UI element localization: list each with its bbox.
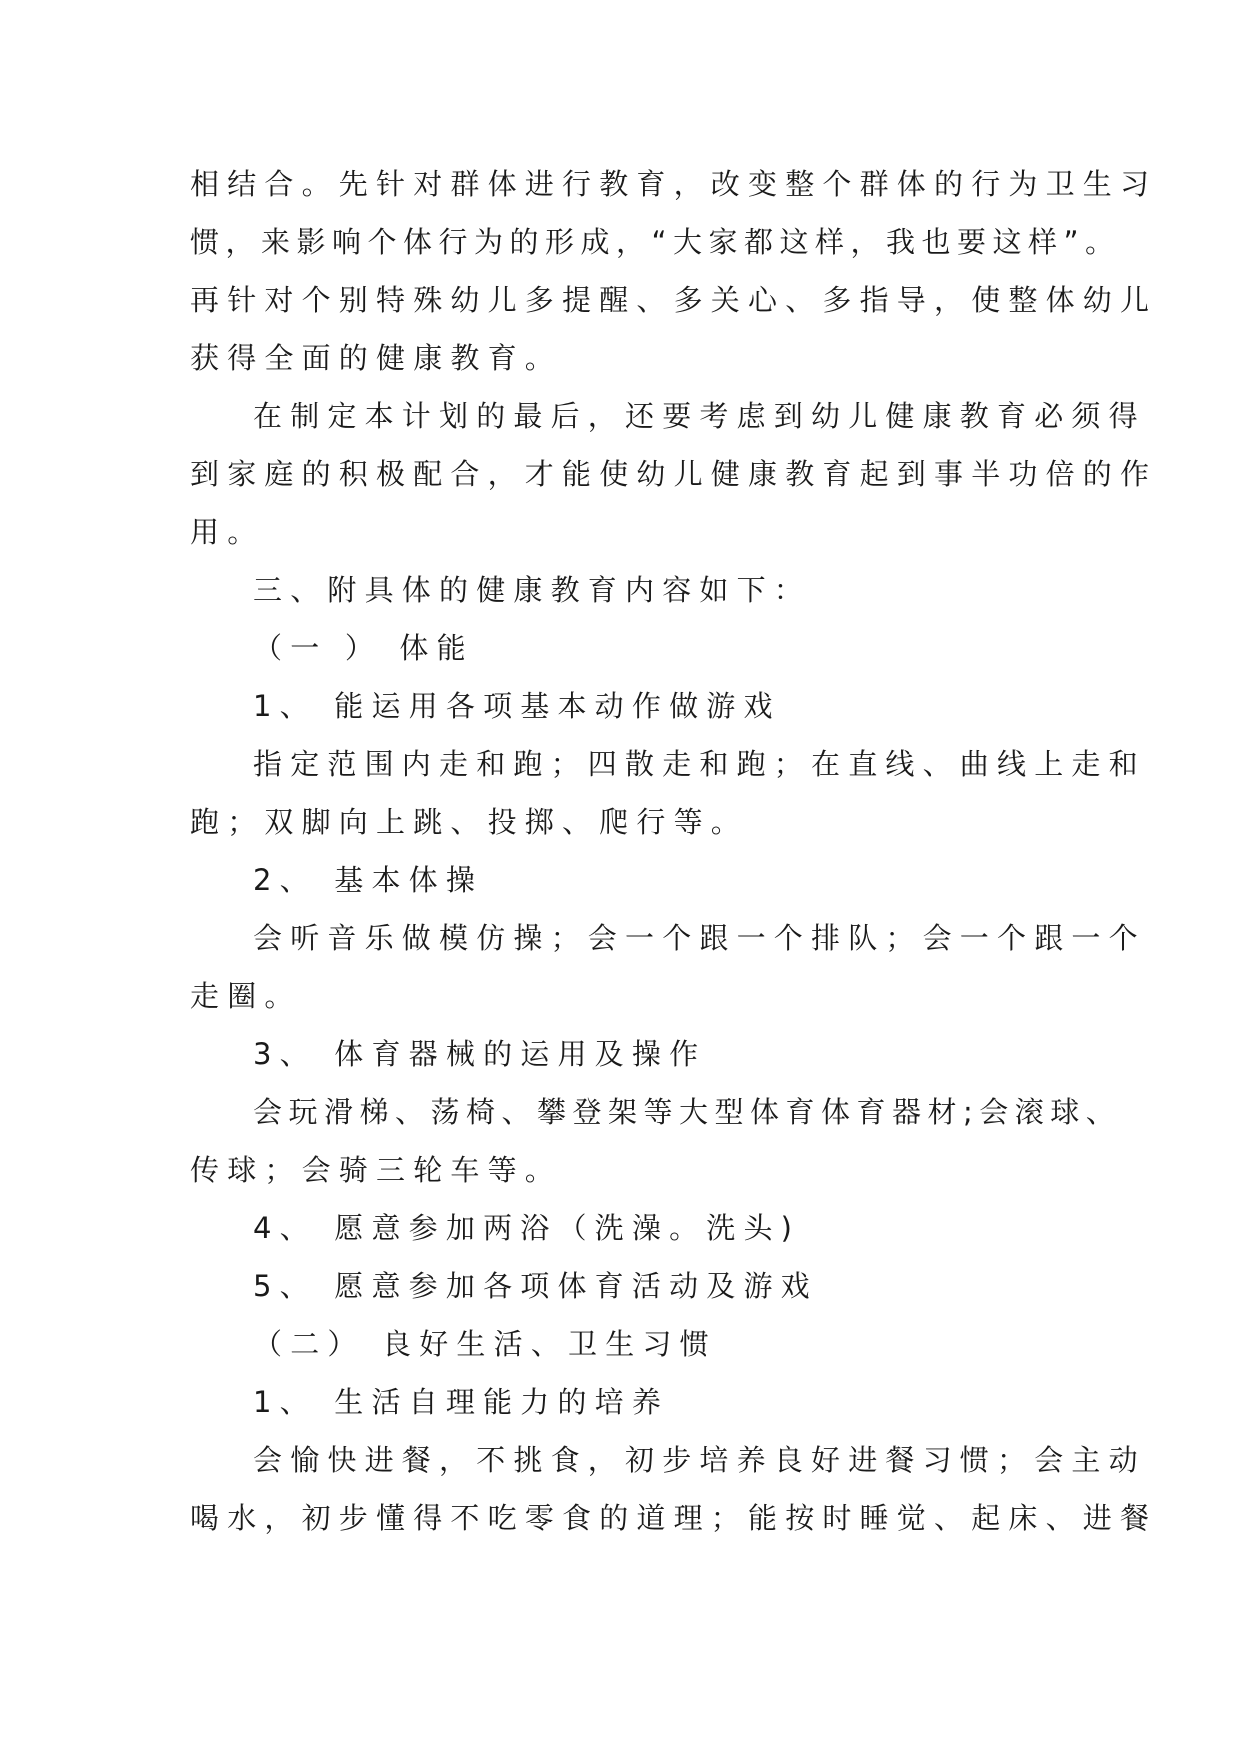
list-item-heading: 2、 基本体操 <box>253 863 484 897</box>
list-item-heading: 1、 生活自理能力的培养 <box>253 1385 670 1419</box>
paragraph-line: 获得全面的健康教育。 <box>190 341 563 375</box>
paragraph-line: 会愉快进餐，不挑食，初步培养良好进餐习惯；会主动 <box>253 1443 1146 1477</box>
paragraph-line: 到家庭的积极配合，才能使幼儿健康教育起到事半功倍的作 <box>190 457 1158 491</box>
paragraph-line: 会听音乐做模仿操；会一个跟一个排队；会一个跟一个 <box>253 921 1146 955</box>
paragraph-line: 会玩滑梯、荡椅、攀登架等大型体育体育器材;会滚球、 <box>253 1095 1122 1129</box>
paragraph-line: 用。 <box>190 515 265 549</box>
paragraph-line: 相结合。先针对群体进行教育，改变整个群体的行为卫生习 <box>190 167 1158 201</box>
list-item-heading: 3、 体育器械的运用及操作 <box>253 1037 707 1071</box>
paragraph-line: 在制定本计划的最后，还要考虑到幼儿健康教育必须得 <box>253 399 1146 433</box>
paragraph-line: 惯，来影响个体行为的形成，“大家都这样，我也要这样”。 <box>190 225 1121 259</box>
paragraph-line: 喝水，初步懂得不吃零食的道理；能按时睡觉、起床、进餐 <box>190 1501 1158 1535</box>
list-item-heading: 1、 能运用各项基本动作做游戏 <box>253 689 781 723</box>
paragraph-line: 再针对个别特殊幼儿多提醒、多关心、多指导，使整体幼儿 <box>190 283 1158 317</box>
list-item-heading: 5、 愿意参加各项体育活动及游戏 <box>253 1269 818 1303</box>
section-heading: 三、附具体的健康教育内容如下： <box>253 573 812 607</box>
paragraph-line: 走圈。 <box>190 979 302 1013</box>
list-item-heading: 4、 愿意参加两浴（洗澡。洗头) <box>253 1211 801 1245</box>
subsection-heading: （二） 良好生活、卫生习惯 <box>253 1327 717 1361</box>
subsection-heading: （一 ） 体能 <box>253 631 474 665</box>
paragraph-line: 跑；双脚向上跳、投掷、爬行等。 <box>190 805 749 839</box>
paragraph-line: 传球；会骑三轮车等。 <box>190 1153 563 1187</box>
paragraph-line: 指定范围内走和跑；四散走和跑；在直线、曲线上走和 <box>253 747 1146 781</box>
